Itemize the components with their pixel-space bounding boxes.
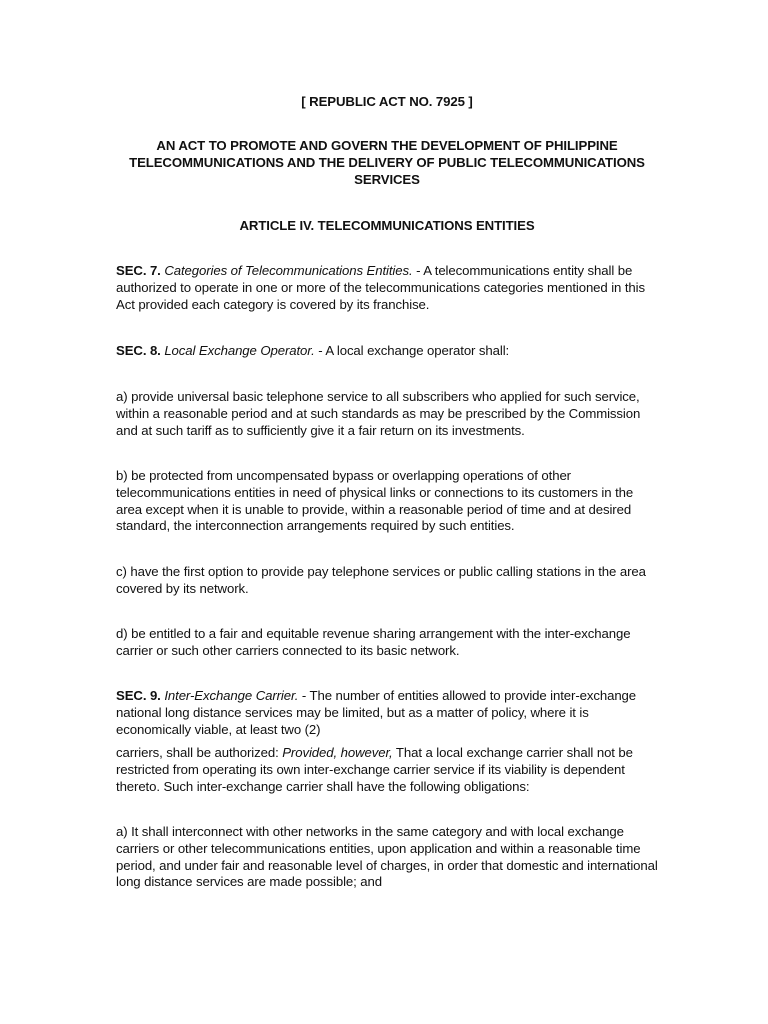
section-title: Local Exchange Operator. — [164, 343, 315, 358]
act-title: AN ACT TO PROMOTE AND GOVERN THE DEVELOPMENT OF PHILIPPINE TELECOMMUNICATIONS AND THE DELIVERY OF PUBLIC TELECOMMUNICATIONS SERVICES — [129, 138, 645, 187]
sec9-continuation — [116, 745, 658, 795]
sec8-item-a: a) provide universal basic telephone service to all subscribers who applied for such service, within a reasonable period and at such standards as may be prescribed by the Commission and at such tariff as to sufficiently give it a fair return on its investments. — [116, 389, 641, 438]
proviso-text: Provided, however, — [282, 745, 393, 760]
section-title: Categories of Telecommunications Entities. — [164, 263, 413, 278]
section-number: SEC. 8. — [116, 343, 161, 358]
section-number: SEC. 7. — [116, 263, 161, 278]
sec8-item-d: d) be entitled to a fair and equitable revenue sharing arrangement with the inter-exchange carrier or such other carriers connected to its basic network. — [116, 626, 631, 658]
section-9 — [116, 688, 658, 738]
section-8 — [116, 343, 658, 360]
section-text: - The number of entities allowed to provide inter-exchange national long distance services may be limited, but as a matter of policy, where it is economically viable, at least two (2) — [116, 688, 637, 737]
article-heading: ARTICLE IV. TELECOMMUNICATIONS ENTITIES — [239, 218, 535, 233]
section-title: Inter-Exchange Carrier. — [164, 688, 299, 703]
section-number: SEC. 9. — [116, 688, 161, 703]
section-7 — [116, 263, 658, 313]
continuation-text: That a local exchange carrier shall not be restricted from operating its own inter-exchange carrier service if its viability is dependent thereto. Such inter-exchange carrier shall have the following obligations: — [116, 745, 633, 794]
sec9-item-a: a) It shall interconnect with other networks in the same category and with local exchange carriers or other telecommunications entities, upon application and within a reasonable time period, and under fair and reasonable level of charges, in order that domestic and international long distance services are made possible; and — [116, 824, 658, 890]
section-text: - A telecommunications entity shall be authorized to operate in one or more of the telecommunications categories mentioned in this Act provided each category is covered by its franchise. — [116, 263, 645, 312]
act-number: [ REPUBLIC ACT NO. 7925 ] — [301, 94, 473, 109]
continuation-text: carriers, shall be authorized: — [116, 745, 283, 760]
sec8-item-c: c) have the first option to provide pay telephone services or public calling stations in the area covered by its network. — [116, 564, 646, 596]
sec8-item-b: b) be protected from uncompensated bypass or overlapping operations of other telecommunications entities in need of physical links or connections to its customers in the area except when it is unable to provide, within a reasonable period of time and at desired standard, the interconnection arrangements required by such entities. — [116, 468, 634, 534]
section-text: - A local exchange operator shall: — [314, 343, 510, 358]
